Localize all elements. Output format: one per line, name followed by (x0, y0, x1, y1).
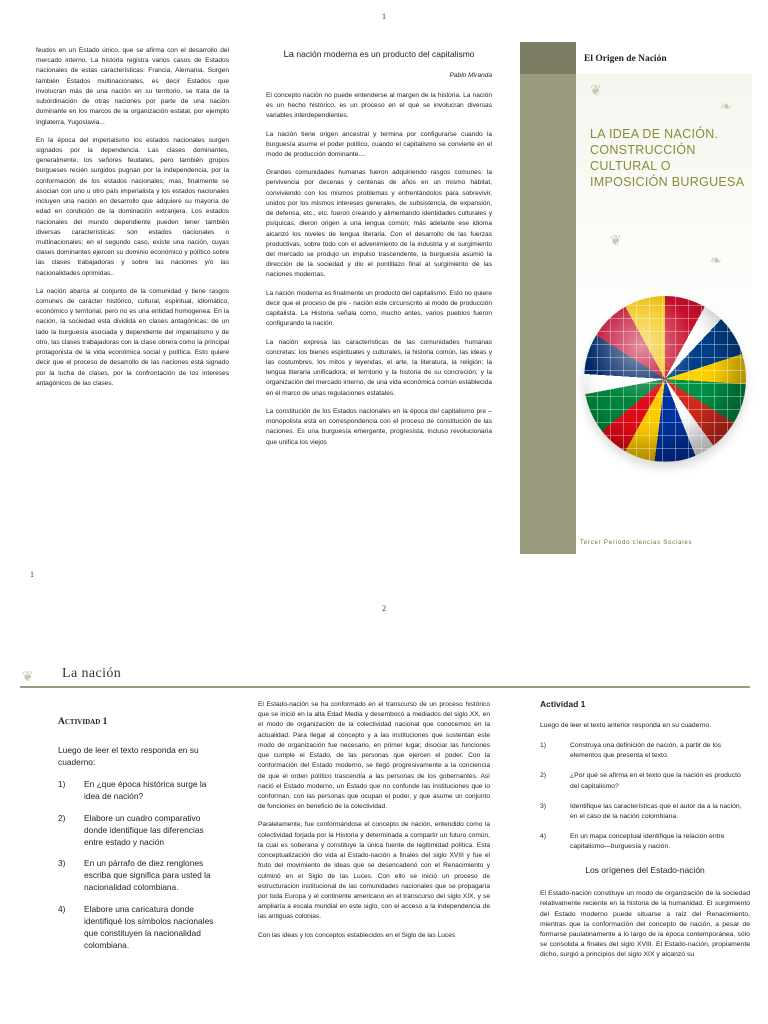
activity-left (58, 716, 218, 960)
item-number: 4) (58, 903, 66, 914)
page1-column-left (36, 46, 229, 397)
activity-intro: Luego de leer el texto anterior responda en su cuaderno. (540, 721, 712, 729)
page-number-top: 2 (382, 604, 386, 613)
paragraph: La nación moderna es finalmente un producto del capitalismo. Esto no quiere decir que el proceso de pre - nación este circunscrito al modo de producción capitalista. La Historia señala como, mucho antes, varios pueblos fueron configurando la nación. (266, 289, 492, 328)
paragraph: El Estado-nación se ha conformado en el transcurso de un proceso histórico que se inició en la alta Edad Media y desembocó a mediados del siglo XX, en el modo de organización de la colectividad nacional que conocemos en la actualidad. Para llegar al concepto y a las instituciones que sustentan este modo de organización fue necesario, en primer lugar, disociar las funciones que cumple el Estado, de las personas que ejercen el poder. Con la conformación del Estado moderno, se llegó progresivamente a la conciencia de que el orden político trascendía a las personas de los gobernantes. Así nació el Estado moderno, un Estado que no confunde las instituciones que lo conforman, con las personas que ocupan el poder, y que asume un conjunto de funciones en beneficio de la colectividad. (258, 701, 490, 811)
page2-title: La nación (62, 666, 122, 681)
paragraph: feudos en un Estado único, que se afirma con el desarrollo del mercado interno. La historia registra varios casos de Estados nacionales de estas características: Francia, Alemania. Surgen también Estados multinacionales, es decir Estados que involucran más de una nación en su territorio, se trata de la subordinación de otras naciones por parte de una nación dominante en los marcos de la organización estatal, por ejemplo Inglaterra, Yugoslavia... (36, 47, 229, 126)
item-text: Elabore una caricatura donde identifiqué los símbolos nacionales que constituyen la nacionalidad colombiana. (84, 903, 214, 951)
activity-title: Actividad 1 (58, 717, 108, 727)
ornament-icon: ❦ (22, 668, 34, 684)
page-number-top: 1 (382, 12, 386, 21)
list-item (58, 903, 218, 952)
list-item (58, 778, 218, 802)
item-number: 3) (540, 802, 547, 810)
paragraph: Con las ideas y los conceptos establecidos en el Siglo de las Luces (258, 931, 456, 939)
ornament-icon: ❦ (610, 232, 622, 248)
cover-heading: LA IDEA DE NACIÓN. CONSTRUCCIÓN CULTURAL O IMPOSICIÓN BURGUESA (590, 127, 745, 189)
cover-footer-strip (520, 536, 576, 554)
article-author: Pablo Miranda (449, 71, 492, 79)
list-item (540, 771, 750, 791)
section-title: Los orígenes del Estado-nación (585, 865, 705, 876)
list-item (58, 812, 218, 849)
activity-right (540, 698, 750, 961)
paragraph: La nación expresa las características de las comunidades humanas concretas: los bienes espirituales y culturales, la historia común, las ideas y las costumbres, los mitos y leyendas, el arte, la literatura, la religión; la lengua literaria unificadora; el territorio y la historia de su concreción; y la organización del mercado interno, de una vida económica común establecida en el marco de unas regulaciones estatales. (266, 338, 492, 397)
section-body: El Estado-nación constituye un modo de organización de la sociedad relativamente reciente en la historia de la humanidad. El surgimiento del Estado moderno puede situarse a raíz del Renacimiento, mientras que la conformación del concepto de nación, a pesar de formarse paulatinamente a lo largo de la época contemporánea, sólo se consolida a finales del siglo XVIII. El Estado-nación, propiamente dicho, surgió a principios del siglo XIX y alcanzó su (540, 890, 750, 959)
item-number: 1) (58, 779, 66, 790)
activity-title: Actividad 1 (540, 699, 586, 709)
item-text: Identifique las características que el autor da a la nación, en el caso de la nación colombiana. (570, 802, 742, 820)
activity-list (58, 778, 218, 951)
item-number: 1) (540, 741, 547, 749)
article-title (266, 48, 492, 63)
activity-intro: Luego de leer el texto responda en su cuaderno: (58, 744, 199, 767)
list-item (58, 857, 218, 894)
ornament-icon: ❧ (720, 98, 732, 114)
list-item (540, 741, 750, 761)
page-number-bottom: 1 (30, 570, 34, 579)
paragraph: La nación tiene origen ancestral y termina por configurarse cuando la burguesía asume el poder político, cuando el capitalismo se convierte en el modo de producción dominante.... (266, 130, 492, 159)
paragraph: La nación abarca al conjunto de la comunidad y tiene rasgos comunes de carácter histórico, cultural, espiritual, idiomático, económico y territorial, pero no es una entidad homogenea. En la nación, la sociedad está dividida en clases antagónicas: de un lado la burguesía asociada y dependiente del imperialismo y de otro, las clases trabajadoras con la clase obrera como la principal protagonista de la vida económica social y política. Esto quiere decir que el proceso de desarrollo de las naciones está signado por la lucha de clases, por la confrontación de los intereses antagónicos de las clases. (36, 287, 229, 387)
item-text: En un párrafo de diez renglones escriba que significa para usted la nacionalidad colombiana. (84, 858, 211, 893)
item-text: ¿Por qué se afirma en el texto que la nación es producto del capitalismo? (570, 772, 741, 790)
paragraph: Paralelamente, fue conformándose el concepto de nación, entendido como la colectividad forjada por la Historia y determinada a compartir un futuro común, la cual es soberana y constituye la única fuente de legitimidad política. Esta conceptualización dio vida al Estado-nación a finales del siglo XVIII y fue el fruto del movimiento de ideas que se desencadenó con el Renacimiento y culminó en el Siglo de las Luces. Con ello se inició un proceso de estructuración institucional de las comunidades nacionales que se propagaría por toda Europa y el continente americano en el transcurso del siglo XIX, y se ampliaría a escala mundial en este siglo, con el acceso a la independencia de las antiguas colonias. (258, 821, 490, 921)
activity-list (540, 741, 750, 853)
article-title-rest: nación moderna es un producto del capitalismo (294, 49, 475, 59)
item-number: 4) (540, 833, 547, 841)
item-text: Construya una definición de nación, a partir de los elementos que presenta el texto. (570, 741, 722, 760)
item-number: 2) (58, 812, 66, 823)
item-text: En ¿que época histórica surge la idea de nación? (84, 779, 207, 802)
cover-strip-top (520, 42, 576, 74)
item-text: Elabore un cuadro comparativo donde identifique las diferencias entre estado y nación (84, 812, 204, 847)
page2-column-center (258, 700, 490, 949)
list-item (540, 832, 750, 852)
article-title-first-word: La (283, 49, 295, 60)
paragraph: En la época del imperialismo los estados nacionales surgen signados por la dependencia. Las clases dominantes, generalmente, los señores feudales, pero también grupos burgueses recién surgidos pugnan por la independencia, por la conformación de los estados nacionales; mas, finalmente se asocian con uno u otro país imperialista y los estados nacionales incluyen una nación en desarrollo que adquiere su mayoría de edad en condición de la dominación extranjera. Los estados nacionales del mundo dependiente pueden tener también diversas características: son estados nacionales o multinacionales; en el segundo caso, existe una nación, cuyas clases dominantes ejercen su dominio económico y político sobre las clases trabajadoras y sobre las naciones y/o las nacionalidades oprimidas.. (36, 136, 229, 277)
page1-column-article (266, 48, 492, 456)
paragraph: La constitución de los Estados nacionales en la época del capitalismo pre – monopolista está en correspondencia con el proceso de constitución de las naciones. Es una burguesía emergente, progresista, incluso revolucionaria que unifica los viejos (266, 407, 492, 446)
cover-footer-text: Tercer Periodo ciencias Sociales (580, 540, 693, 546)
ornament-icon: ❧ (710, 252, 722, 268)
item-number: 2) (540, 772, 547, 780)
list-item (540, 802, 750, 822)
paragraph: El concepto nación no puede entenderse al margen de la historia. La nación es un hecho histórico, es un proceso en el que se involucran diversas variables interdependientes. (266, 91, 492, 120)
paragraph: Grandes comunidades humanas fueron adquiriendo rasgos comunes: la pervivencia por decenas y centenas de años en un mismo hábitat, conviviendo con los mismos problemas y enfrentándolos para sobrevivir, unidos por los mismos intereses generales, de subsistencia, de expansión, de defensa, etc., etc. fueron creando y alimentando identidades culturales y psíquicas, dieron origen a una lengua común; más adelante ese idioma alcanzó los niveles de lengua literaria. Con el desarrollo de las fuerzas productivas, sobre todo con el advenimiento de la industria y el surgimiento del mercado se produjo un impulso trascendente, la burguesía asumió la dirección de la sociedad y dio el pontillazo final al surgimiento de las naciones modernas. (266, 169, 492, 279)
item-text: En un mapa conceptual identifique la relación entre capitalismo—burguesía y nación. (570, 833, 725, 851)
cover-side-strip (520, 42, 576, 554)
ornament-icon: ❦ (590, 82, 602, 98)
cover-panel (520, 42, 752, 554)
flags-globe-image (584, 296, 746, 462)
item-number: 3) (58, 858, 66, 869)
cover-title: El Origen de Nación (584, 54, 667, 64)
title-divider (20, 686, 750, 688)
globe-grid (584, 296, 746, 462)
